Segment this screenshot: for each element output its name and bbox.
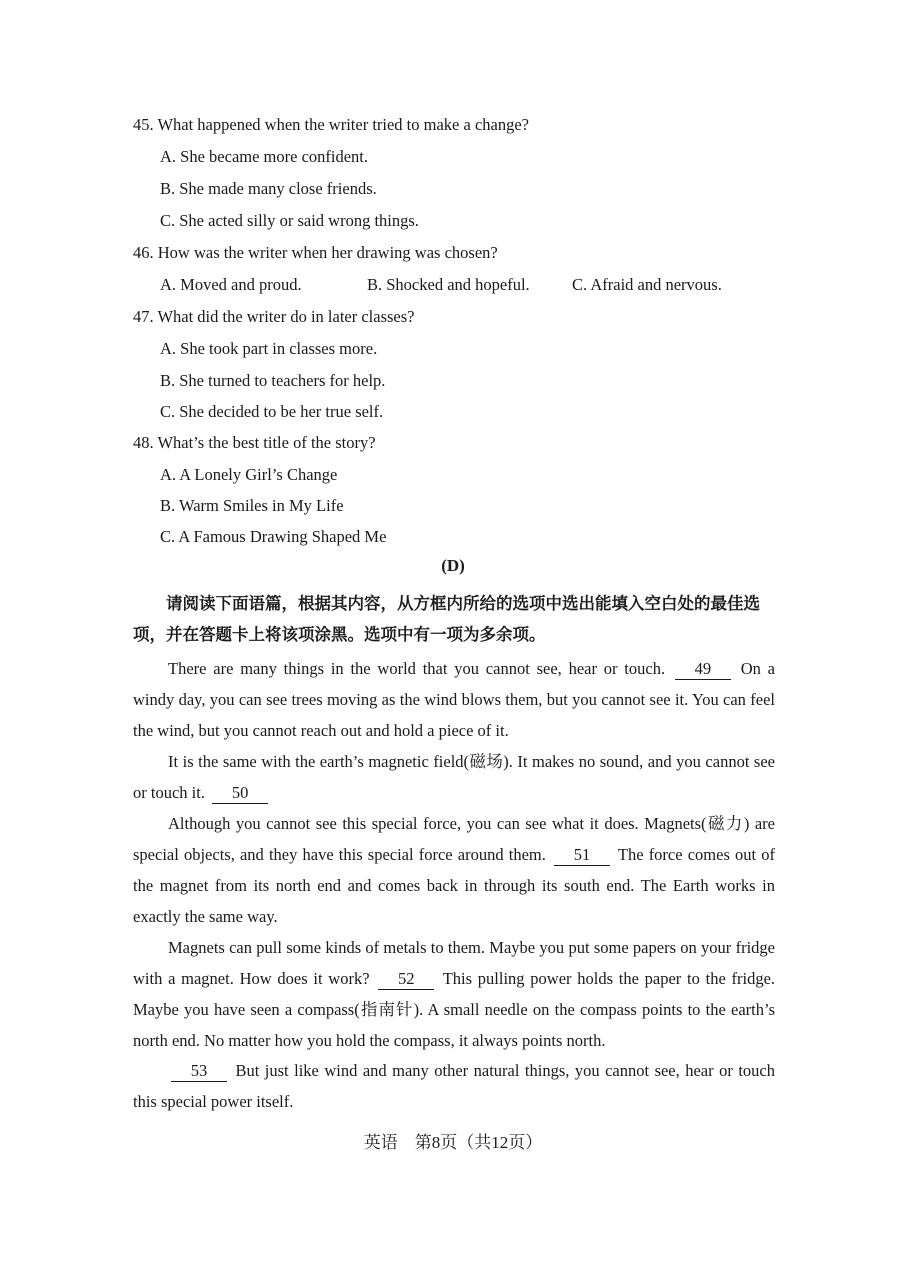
question-45-option-c: C. She acted silly or said wrong things.	[160, 211, 419, 230]
question-48-option-b: B. Warm Smiles in My Life	[160, 496, 344, 515]
question-47-option-b: B. She turned to teachers for help.	[160, 371, 386, 390]
question-46-option-c: C. Afraid and nervous.	[572, 275, 722, 294]
question-48-stem: 48. What’s the best title of the story?	[133, 433, 376, 452]
question-48-option-a: A. A Lonely Girl’s Change	[160, 465, 338, 484]
blank-51: 51	[554, 845, 610, 866]
passage-paragraph-5	[133, 1055, 775, 1117]
passage-paragraph-4	[133, 932, 775, 1056]
paragraph-text: There are many things in the world that you cannot see, hear or touch.	[168, 659, 666, 678]
blank-52: 52	[378, 969, 434, 990]
passage-paragraph-2	[133, 746, 775, 808]
question-47-option-a: A. She took part in classes more.	[160, 339, 378, 358]
paragraph-text: It is the same with the earth’s magnetic field(磁场). It makes no sound, and you cannot see or touch it.	[133, 752, 775, 802]
blank-53: 53	[171, 1061, 227, 1082]
paragraph-text: Although you cannot see this special force, you can see what it does. Magnets(磁力) are special objects, and they have this special force around them.	[133, 814, 775, 864]
paragraph-text: But just like wind and many other natural things, you cannot see, hear or touch this special power itself.	[133, 1061, 775, 1111]
paragraph-text: The force comes out of the magnet from its north end and comes back in through its south end. The Earth works in exactly the same way.	[133, 845, 776, 926]
question-45-stem: 45. What happened when the writer tried to make a change?	[133, 115, 529, 134]
passage-paragraph-3	[133, 808, 775, 932]
question-47-option-c: C. She decided to be her true self.	[160, 402, 384, 421]
section-instruction: 请阅读下面语篇，根据其内容，从方框内所给的选项中选出能填入空白处的最佳选项，并在答题卡上将该项涂黑。选项中有一项为多余项。	[133, 594, 760, 644]
passage-paragraph-1	[133, 653, 775, 746]
question-46-stem: 46. How was the writer when her drawing was chosen?	[133, 243, 498, 262]
question-46-option-a: A. Moved and proud.	[160, 275, 302, 294]
question-48-option-c: C. A Famous Drawing Shaped Me	[160, 527, 387, 546]
paragraph-text: This pulling power holds the paper to the fridge. Maybe you have seen a compass(指南针). A small needle on the compass points to the earth’s north end. No matter how you hold the compass, it always points north.	[133, 969, 776, 1050]
question-45-option-b: B. She made many close friends.	[160, 179, 377, 198]
question-47-stem: 47. What did the writer do in later classes?	[133, 307, 415, 326]
paragraph-text: On a windy day, you can see trees moving as the wind blows them, but you cannot see it. You can feel the wind, but you cannot reach out and hold a piece of it.	[133, 659, 776, 740]
section-heading: (D)	[441, 556, 465, 575]
blank-49: 49	[675, 659, 731, 680]
question-45-option-a: A. She became more confident.	[160, 147, 369, 166]
question-46-option-b: B. Shocked and hopeful.	[367, 275, 530, 294]
blank-50: 50	[212, 783, 268, 804]
page-footer: 英语 第8页（共12页）	[363, 1133, 543, 1152]
paragraph-text: Magnets can pull some kinds of metals to them. Maybe you put some papers on your fridge with a magnet. How does it work?	[133, 938, 775, 988]
